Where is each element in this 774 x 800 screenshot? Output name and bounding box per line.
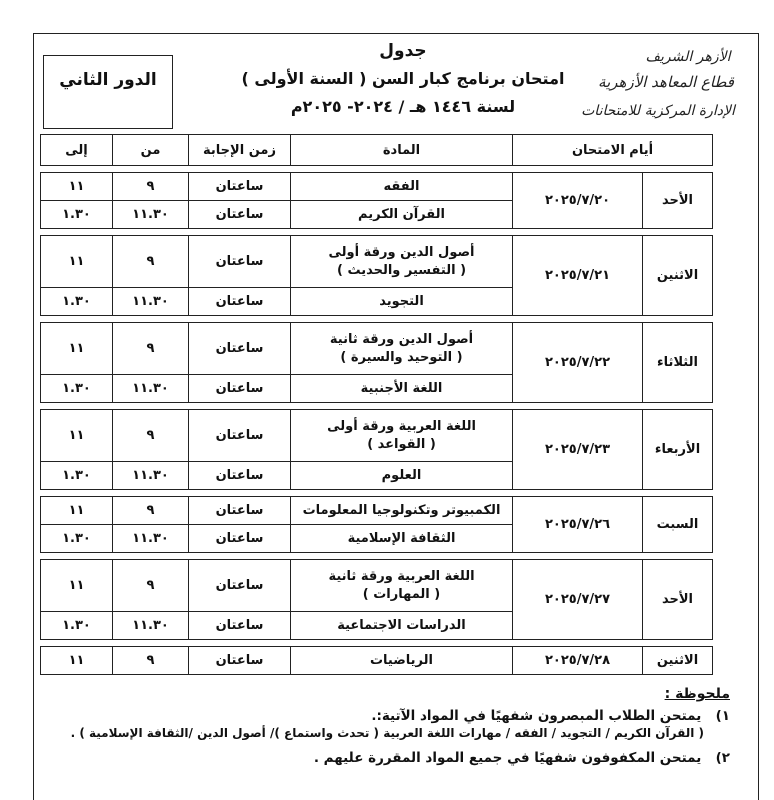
- subject-line: الدراسات الاجتماعية: [337, 617, 466, 633]
- subject-cell: [291, 525, 513, 553]
- note-item-2: [40, 750, 730, 766]
- time-to-cell: ١١: [41, 236, 113, 288]
- duration-cell: ساعتان: [189, 201, 291, 229]
- table-row: [41, 173, 713, 201]
- subject-line: ( التوحيد والسيرة ): [340, 349, 463, 365]
- group-spacer: [41, 403, 713, 410]
- time-to-cell: ١١: [41, 497, 113, 525]
- subject-line: العلوم: [381, 467, 422, 483]
- time-from-cell: ٩: [113, 236, 189, 288]
- duration-cell: ساعتان: [189, 323, 291, 375]
- group-spacer-cell: [41, 229, 713, 236]
- subject-cell: [291, 323, 513, 375]
- group-spacer: [41, 229, 713, 236]
- academic-year: لسنة ١٤٤٦ هـ / ٢٠٢٤- ٢٠٢٥م: [290, 97, 516, 116]
- note-item-1-text: يمتحن الطلاب المبصرون شفهيًا في المواد الآتية:.: [371, 708, 702, 724]
- time-to-cell: ١١: [41, 410, 113, 462]
- exam-round: الدور الثاني: [59, 70, 157, 90]
- duration-cell: ساعتان: [189, 525, 291, 553]
- subject-line: ( القواعد ): [367, 436, 436, 452]
- time-from-cell: ١١.٣٠: [113, 288, 189, 316]
- time-to-cell: ١.٣٠: [41, 462, 113, 490]
- subject-line: اللغة العربية ورقة أولى: [327, 418, 476, 434]
- subject-cell: [291, 201, 513, 229]
- group-spacer-cell: [41, 490, 713, 497]
- subject-cell: [291, 410, 513, 462]
- subject-cell: [291, 236, 513, 288]
- logo-line-2: قطاع المعاهد الأزهرية: [598, 73, 734, 91]
- exam-round-box: [43, 55, 173, 129]
- subject-line: اللغة العربية ورقة ثانية: [328, 568, 475, 584]
- exam-day: الأحد: [643, 173, 713, 229]
- group-spacer: [41, 640, 713, 647]
- duration-cell: ساعتان: [189, 288, 291, 316]
- time-from-cell: ٩: [113, 323, 189, 375]
- header-duration: زمن الإجابة: [189, 135, 291, 166]
- table-header-row: [41, 135, 713, 166]
- duration-cell: ساعتان: [189, 560, 291, 612]
- time-to-cell: ١١: [41, 323, 113, 375]
- exam-date: ٢٠٢٥/٧/٢٦: [513, 497, 643, 553]
- logo-calligraphy: [570, 41, 745, 129]
- time-from-cell: ٩: [113, 560, 189, 612]
- time-from-cell: ٩: [113, 173, 189, 201]
- time-from-cell: ٩: [113, 647, 189, 675]
- page-header: [33, 33, 759, 130]
- time-from-cell: ٩: [113, 497, 189, 525]
- group-spacer: [41, 316, 713, 323]
- subject-line: ( المهارات ): [362, 586, 441, 602]
- exam-date: ٢٠٢٥/٧/٢١: [513, 236, 643, 316]
- subject-line: الكمبيوتر وتكنولوجيا المعلومات: [302, 502, 501, 518]
- table-row: [41, 560, 713, 612]
- group-spacer-cell: [41, 553, 713, 560]
- subject-line: أصول الدين ورقة ثانية: [329, 331, 474, 347]
- time-to-cell: ١.٣٠: [41, 525, 113, 553]
- group-spacer-cell: [41, 316, 713, 323]
- time-to-cell: ١١: [41, 560, 113, 612]
- header-subject: المادة: [291, 135, 513, 166]
- time-from-cell: ١١.٣٠: [113, 375, 189, 403]
- header-to: إلى: [41, 135, 113, 166]
- logo-line-3: الإدارة المركزية للامتحانات: [581, 103, 735, 119]
- time-from-cell: ١١.٣٠: [113, 525, 189, 553]
- subject-line: اللغة الأجنبية: [360, 380, 443, 396]
- exam-day: السبت: [643, 497, 713, 553]
- exam-day: الاثنين: [643, 236, 713, 316]
- exam-date: ٢٠٢٥/٧/٢٢: [513, 323, 643, 403]
- header-days: أيام الامتحان: [513, 135, 713, 166]
- duration-cell: ساعتان: [189, 236, 291, 288]
- exam-date: ٢٠٢٥/٧/٢٣: [513, 410, 643, 490]
- exam-day: الاثنين: [643, 647, 713, 675]
- exam-schedule-table: [40, 134, 713, 675]
- duration-cell: ساعتان: [189, 375, 291, 403]
- table-row: [41, 236, 713, 288]
- table-row: [41, 647, 713, 675]
- time-from-cell: ١١.٣٠: [113, 462, 189, 490]
- notes-heading: ملحوظة :: [664, 686, 730, 702]
- note-item-2-text: يمتحن المكفوفون شفهيًا في جميع المواد المقررة عليهم .: [313, 750, 702, 766]
- note-item-1: [40, 708, 730, 724]
- subject-cell: [291, 462, 513, 490]
- subject-cell: [291, 288, 513, 316]
- table-row: [41, 323, 713, 375]
- duration-cell: ساعتان: [189, 173, 291, 201]
- page-subtitle: امتحان برنامج كبار السن ( السنة الأولى ): [241, 69, 565, 88]
- exam-date: ٢٠٢٥/٧/٢٧: [513, 560, 643, 640]
- exam-day: الأربعاء: [643, 410, 713, 490]
- subject-cell: [291, 497, 513, 525]
- table-row: [41, 410, 713, 462]
- time-to-cell: ١.٣٠: [41, 375, 113, 403]
- group-spacer-cell: [41, 640, 713, 647]
- notes-section: [40, 686, 730, 768]
- time-to-cell: ١.٣٠: [41, 288, 113, 316]
- duration-cell: ساعتان: [189, 612, 291, 640]
- logo-line-1: الأزهر الشريف: [645, 49, 731, 65]
- subject-cell: [291, 612, 513, 640]
- subject-line: القرآن الكريم: [358, 206, 445, 222]
- group-spacer-cell: [41, 403, 713, 410]
- subject-line: الرياضيات: [369, 652, 433, 668]
- subject-line: الثقافة الإسلامية: [347, 530, 456, 546]
- time-from-cell: ٩: [113, 410, 189, 462]
- page-title: جدول: [379, 41, 427, 61]
- subject-line: التجويد: [379, 293, 424, 309]
- note-item-1-number: ١): [715, 708, 730, 724]
- time-from-cell: ١١.٣٠: [113, 612, 189, 640]
- subject-cell: [291, 375, 513, 403]
- group-spacer-cell: [41, 166, 713, 173]
- duration-cell: ساعتان: [189, 497, 291, 525]
- title-block: [213, 37, 593, 121]
- subject-line: ( التفسير والحديث ): [336, 262, 467, 278]
- subject-line: أصول الدين ورقة أولى: [328, 244, 475, 260]
- time-to-cell: ١١: [41, 647, 113, 675]
- header-from: من: [113, 135, 189, 166]
- duration-cell: ساعتان: [189, 647, 291, 675]
- subject-cell: [291, 560, 513, 612]
- exam-date: ٢٠٢٥/٧/٢٠: [513, 173, 643, 229]
- duration-cell: ساعتان: [189, 462, 291, 490]
- exam-day: الأحد: [643, 560, 713, 640]
- exam-day: الثلاثاء: [643, 323, 713, 403]
- note-item-2-number: ٢): [715, 750, 730, 766]
- table-row: [41, 497, 713, 525]
- group-spacer: [41, 553, 713, 560]
- group-spacer: [41, 166, 713, 173]
- duration-cell: ساعتان: [189, 410, 291, 462]
- subject-cell: [291, 173, 513, 201]
- time-to-cell: ١.٣٠: [41, 201, 113, 229]
- note-item-1-detail: ( القرآن الكريم / التجويد / الفقه / مهارات اللغة العربية ( تحدث واستماع )/ أصول الدين /الثقافة الإسلامية ) .: [70, 726, 704, 740]
- azhar-logo: [570, 41, 745, 129]
- exam-date: ٢٠٢٥/٧/٢٨: [513, 647, 643, 675]
- subject-line: الفقه: [383, 178, 420, 194]
- time-to-cell: ١.٣٠: [41, 612, 113, 640]
- time-from-cell: ١١.٣٠: [113, 201, 189, 229]
- subject-cell: [291, 647, 513, 675]
- group-spacer: [41, 490, 713, 497]
- time-to-cell: ١١: [41, 173, 113, 201]
